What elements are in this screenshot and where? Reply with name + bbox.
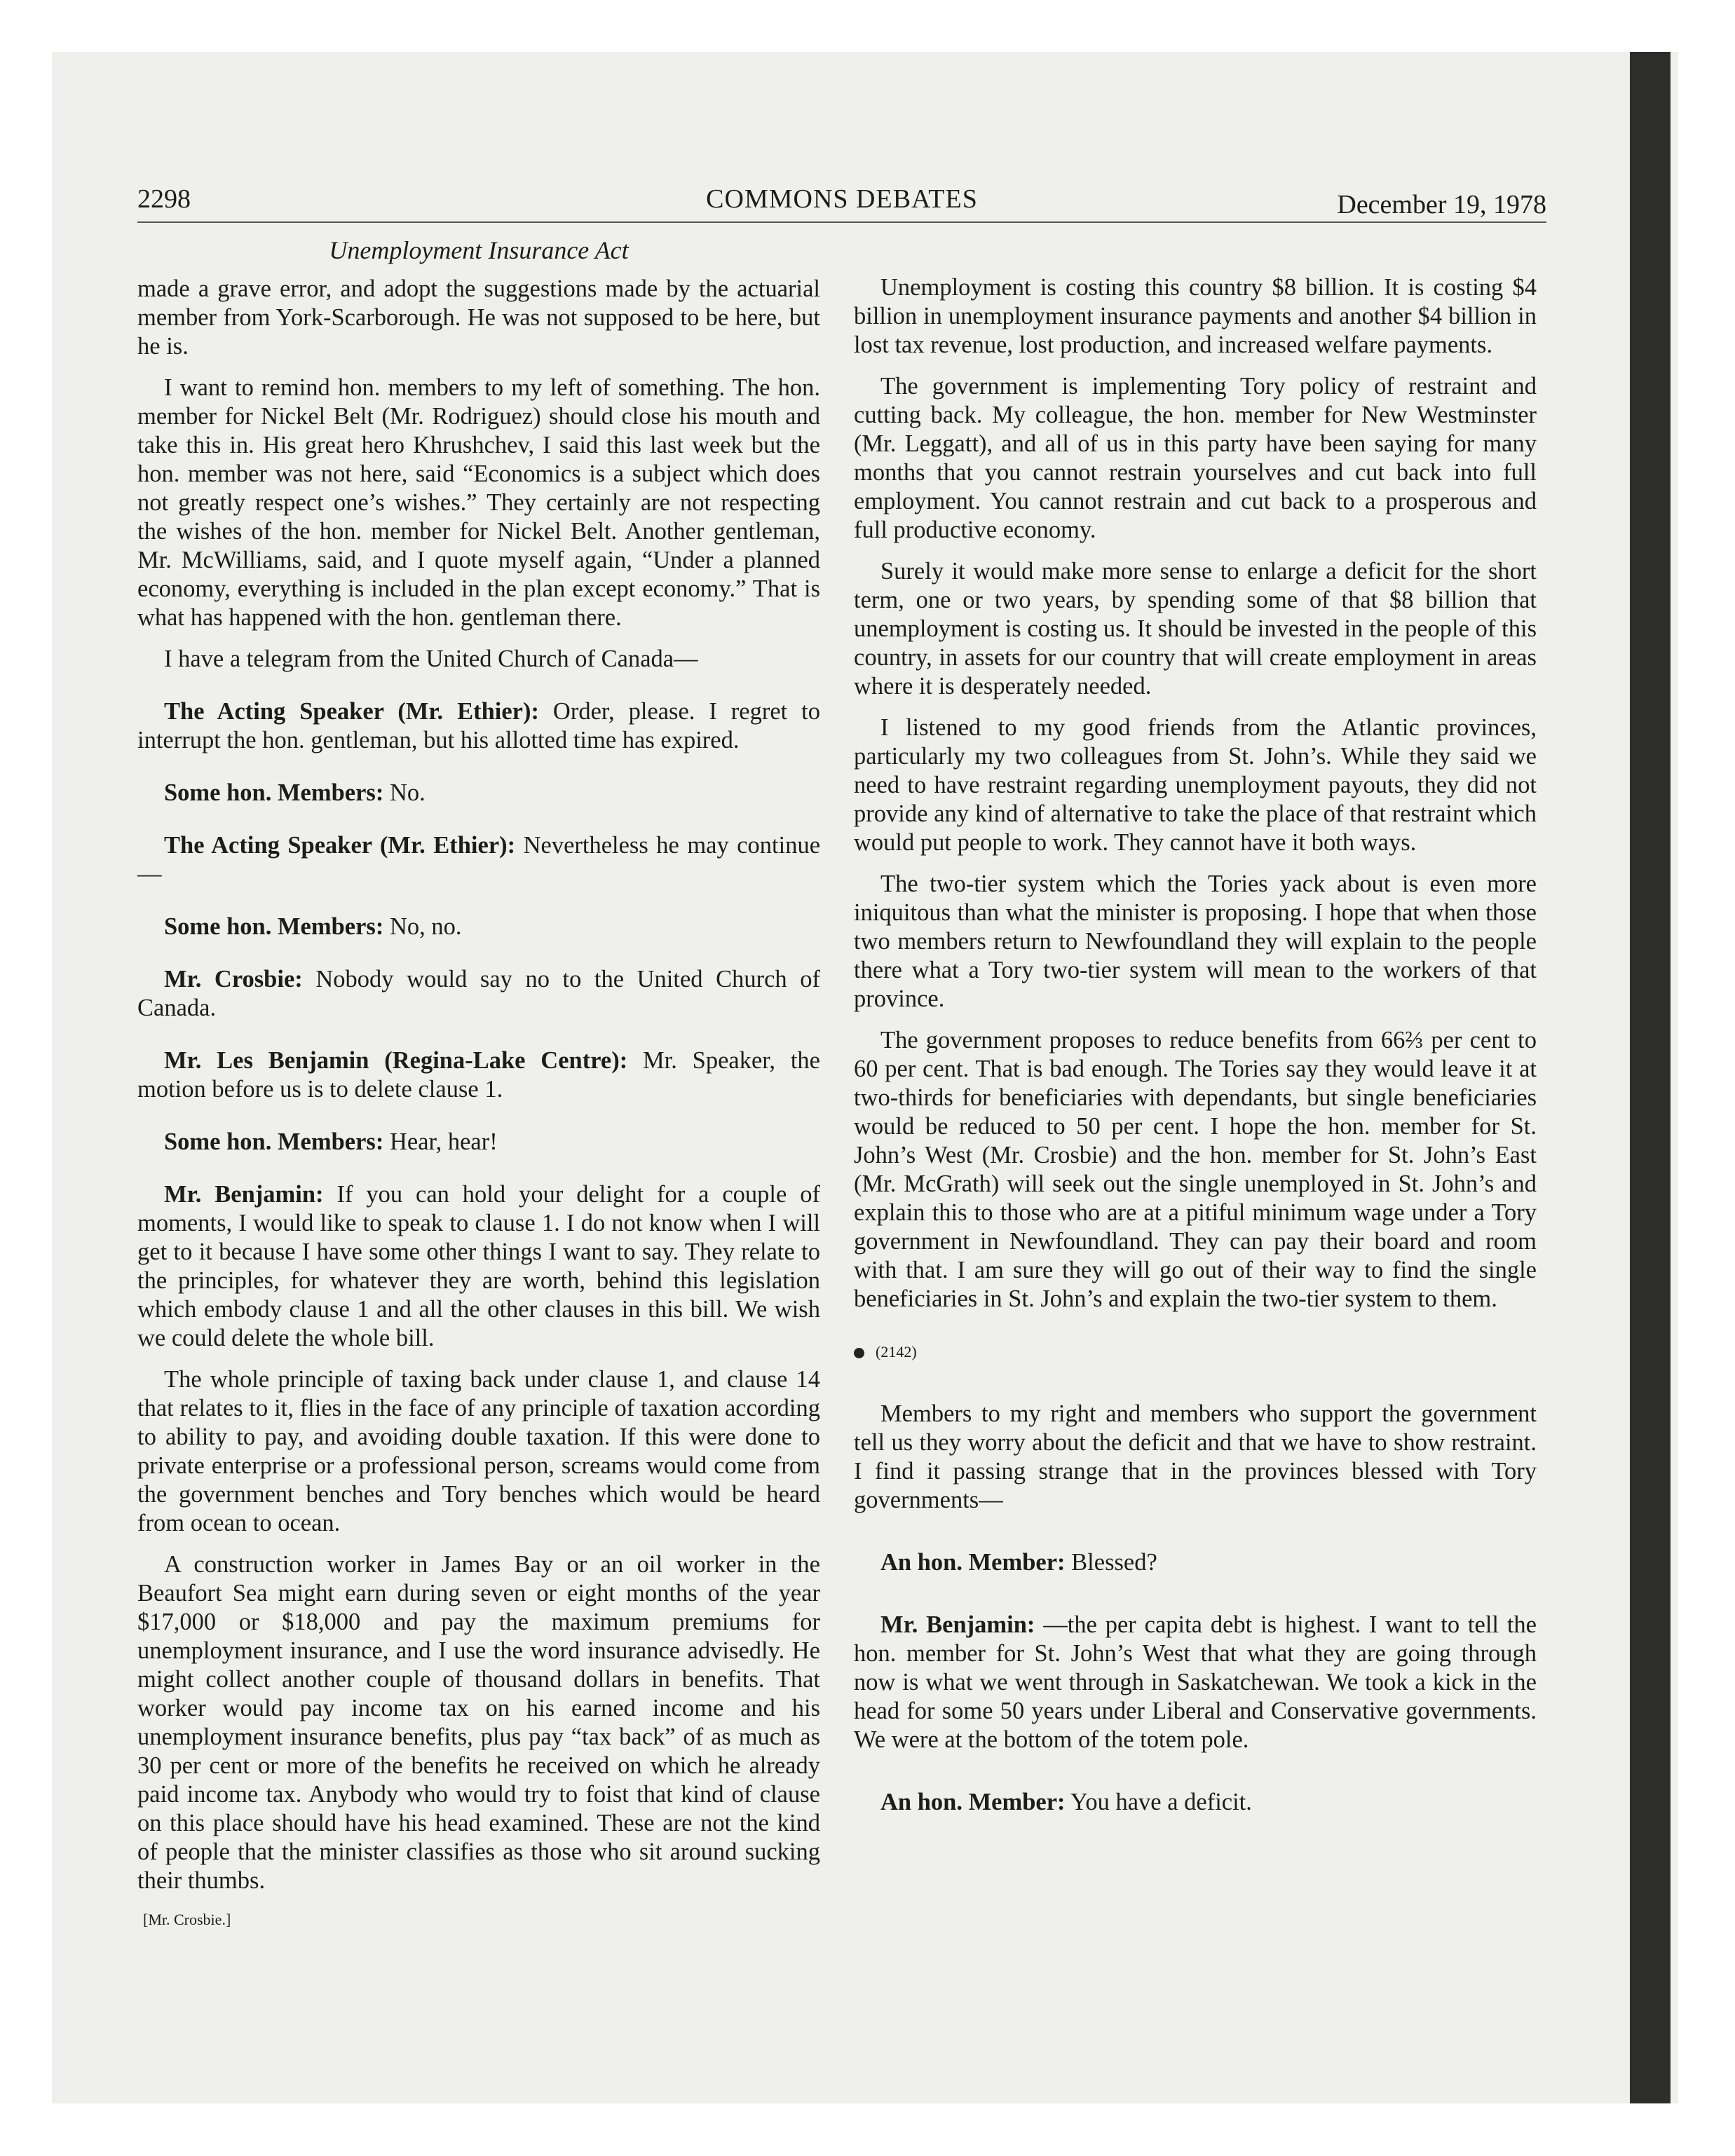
speech (137, 779, 820, 807)
paragraph: I listened to my good friends from the Atlantic provinces, particularly my two colleagues from St. John’s. While they said we need to have restraint regarding unemployment payouts, they did not provide any kind of alternative to take the place of that restraint which would put people to work. They cannot have it both ways. (854, 714, 1537, 856)
speaker-name: An hon. Member: (880, 1789, 1066, 1815)
speech-text: Nevertheless he may continue— (137, 832, 821, 887)
speech (854, 1611, 1537, 1754)
speech-text: If you can hold your delight for a couple of moments, I would like to speak to clause 1. I do not know when I will get to it because I have some other things I want to say. They relate to the principles, for whatever they are worth, behind this legislation which embody clause 1 and all the other clauses in this bill. We wish we could delete the whole bill. (137, 1181, 820, 1351)
right-column (854, 273, 1537, 1817)
running-title: Unemployment Insurance Act (329, 236, 629, 264)
journal-title: COMMONS DEBATES (706, 184, 978, 214)
speaker-name: The Acting Speaker (Mr. Ethier): (164, 698, 539, 725)
speech-text: You have a deficit. (1065, 1789, 1252, 1815)
speaker-name: Mr. Les Benjamin (Regina-Lake Centre): (164, 1047, 628, 1074)
speaker-credit: [Mr. Crosbie.] (143, 1911, 231, 1928)
speech (137, 913, 820, 941)
speech-text: Order, please. I regret to interrupt the hon. gentleman, but his allotted time has expired. (137, 698, 820, 753)
speaker-name: Some hon. Members: (164, 1128, 384, 1155)
paragraph: I want to remind hon. members to my left of something. The hon. member for Nickel Belt (Mr. Rodriguez) should close his mouth and take this in. His great hero Khrushchev, I said this last week but the hon. member was not here, said “Economics is a subject which does not greatly respect one’s wishes.” They certainly are not respecting the wishes of the hon. member for Nickel Belt. Another gentleman, Mr. McWilliams, said, and I quote myself again, “Under a planned economy, everything is included in the plan except economy.” That is what has happened with the hon. gentleman there. (137, 374, 820, 631)
speech (137, 697, 820, 755)
paragraph: made a grave error, and adopt the suggestions made by the actuarial member from York-Scarborough. He was not supposed to be here, but he is. (137, 275, 820, 360)
speech (854, 1548, 1537, 1577)
speech (137, 831, 820, 889)
speech-text: Mr. Speaker, the motion before us is to delete clause 1. (137, 1047, 820, 1103)
paragraph: A construction worker in James Bay or an oil worker in the Beaufort Sea might earn during seven or eight months of the year $17,000 or $18,000 and pay the maximum premiums for unemployment insurance, and I use the word insurance advisedly. He might collect another couple of thousand dollars in benefits. That worker would pay income tax on his earned income and his unemployment insurance benefits, plus pay “tax back” of as much as 30 per cent or more of the benefits he received on which he already paid income tax. Anybody who would try to foist that kind of clause on this place should have his head examined. These are not the kind of people that the minister classifies as those who sit around sucking their thumbs. (137, 1551, 820, 1894)
time-marker (854, 1337, 1537, 1366)
paragraph: The government is implementing Tory policy of restraint and cutting back. My colleague, the hon. member for New Westminster (Mr. Leggatt), and all of us in this party have been saying for many months that you cannot restrain yourselves and cut back into full employment. You cannot restrain and cut back to a prosperous and full productive economy. (854, 373, 1537, 543)
speech-text: No. (383, 779, 426, 806)
speech-text: —the per capita debt is highest. I want to tell the hon. member for St. John’s West that what they are going through now is what we went through in Saskatchewan. We took a kick in the head for some 50 years under Liberal and Conservative governments. We were at the bottom of the totem pole. (854, 1611, 1537, 1753)
speech-text: Nobody would say no to the United Church of Canada. (137, 966, 820, 1021)
paragraph: Members to my right and members who support the government tell us they worry about the deficit and that we have to show restraint. I find it passing strange that in the provinces blessed with Tory governments— (854, 1400, 1537, 1513)
speech-text: Hear, hear! (383, 1128, 498, 1155)
speech (854, 1788, 1537, 1817)
speech (137, 1128, 820, 1157)
paragraph: Surely it would make more sense to enlarge a deficit for the short term, one or two years, by spending some of that $8 billion that unemployment is costing us. It should be invested in the people of this country, in assets for our country that will create employment in areas where it is desperately needed. (854, 558, 1537, 700)
speaker-name: Some hon. Members: (164, 913, 384, 940)
page-header (137, 184, 1546, 223)
left-column (137, 275, 820, 1934)
speaker-name: The Acting Speaker (Mr. Ethier): (164, 832, 516, 859)
speaker-name: Mr. Benjamin: (164, 1181, 324, 1208)
speech-text: No, no. (383, 913, 462, 940)
paragraph: The whole principle of taxing back under clause 1, and clause 14 that relates to it, flies in the face of any principle of taxation according to ability to pay, and avoiding double taxation. If this were done to private enterprise or a professional person, screams would come from the government benches and Tory benches which would be heard from ocean to ocean. (137, 1366, 820, 1536)
time-marker-text: (2142) (876, 1343, 917, 1360)
speech-text: Blessed? (1065, 1549, 1157, 1576)
paragraph: The government proposes to reduce benefits from 66⅔ per cent to 60 per cent. That is bad enough. The Tories say they would leave it at two-thirds for beneficiaries with dependants, but single beneficiaries would be reduced to 50 per cent. I hope the hon. member for St. John’s West (Mr. Crosbie) and the hon. member for St. John’s East (Mr. McGrath) will seek out the single unemployed in St. John’s and explain this to those who are at a pitiful minimum wage under a Tory government in Newfoundland. They can pay their board and room with that. I am sure they will go out of their way to find the single beneficiaries in St. John’s and explain the two-tier system to them. (854, 1027, 1537, 1312)
paragraph: The two-tier system which the Tories yack about is even more iniquitous than what the minister is proposing. I hope that when those two members return to Newfoundland they will explain to the people there what a Tory two-tier system will mean to the workers of that province. (854, 871, 1537, 1012)
speaker-name: Some hon. Members: (164, 779, 384, 806)
speech (137, 1046, 820, 1104)
paragraph: Unemployment is costing this country $8 billion. It is costing $4 billion in unemployment insurance payments and another $4 billion in lost tax revenue, lost production, and increased welfare payments. (854, 274, 1537, 358)
speech (137, 965, 820, 1023)
bullet-icon (854, 1348, 864, 1358)
page-date: December 19, 1978 (1337, 190, 1546, 219)
speech (137, 1180, 820, 1353)
speaker-name: Mr. Benjamin: (880, 1611, 1035, 1638)
page-number: 2298 (137, 184, 191, 214)
speaker-name: Mr. Crosbie: (164, 966, 303, 992)
scan-edge-shadow (1630, 52, 1671, 2103)
speaker-name: An hon. Member: (880, 1549, 1066, 1576)
paragraph: I have a telegram from the United Church of Canada— (164, 646, 698, 672)
